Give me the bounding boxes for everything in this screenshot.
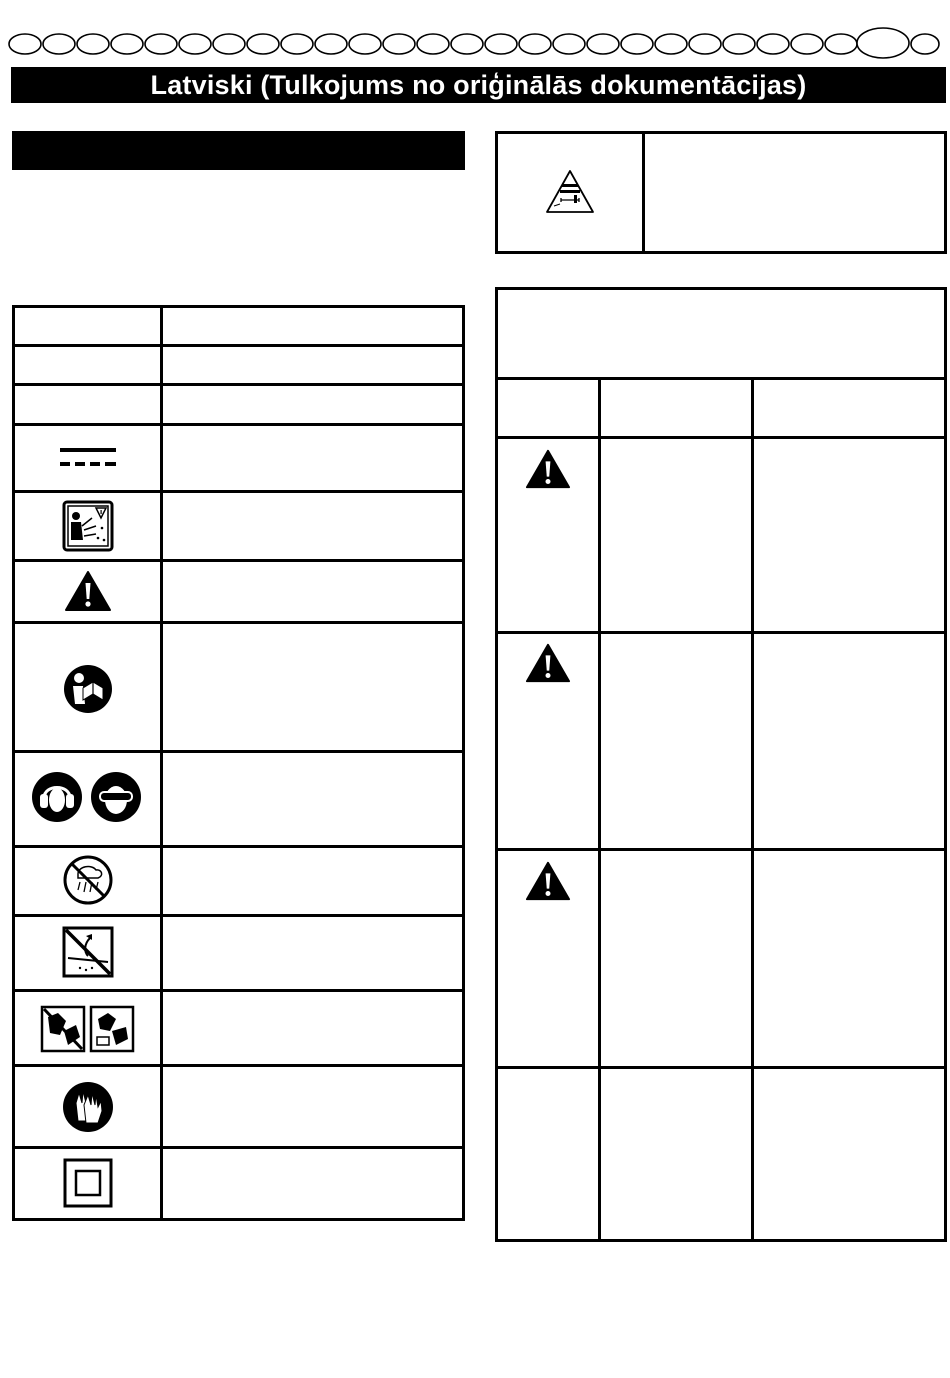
page-tab <box>111 34 143 54</box>
safety-table-row-divider <box>495 848 947 851</box>
page-tab <box>77 34 109 54</box>
symbol-table-row-divider <box>12 1146 465 1149</box>
section-heading-bar <box>12 131 465 170</box>
symbol-table-row-divider <box>12 750 465 753</box>
symbol-table-row-divider <box>12 383 465 386</box>
safety-table-row-divider <box>495 631 947 634</box>
page-tab <box>485 34 517 54</box>
safety-table-caption-divider <box>495 377 947 380</box>
symbol-table-row-divider <box>12 423 465 426</box>
page-tab <box>43 34 75 54</box>
page-tab <box>519 34 551 54</box>
warning-triangle-icon <box>525 642 571 684</box>
safety-table-header-divider <box>495 436 947 439</box>
bystander-distance-warning-icon <box>544 168 596 216</box>
safety-table-column-divider <box>598 377 601 1242</box>
double-insulation-icon <box>63 1158 113 1208</box>
page-tab <box>179 34 211 54</box>
no-rain-icon <box>62 854 114 906</box>
no-blade-contact-icon <box>62 926 114 978</box>
safety-table-column-divider <box>751 377 754 1242</box>
thrown-objects-warning-icon <box>62 500 114 552</box>
read-manual-icon <box>63 664 113 714</box>
ear-and-eye-protection-icon <box>30 770 144 824</box>
warning-triangle-icon <box>525 448 571 490</box>
warning-triangle-icon <box>525 860 571 902</box>
page-tab <box>145 34 177 54</box>
language-header-title: Latviski (Tulkojums no oriģinālās dokumentācijas) <box>150 69 807 100</box>
symbol-table-row-divider <box>12 1064 465 1067</box>
symbol-table-row-divider <box>12 559 465 562</box>
symbol-table-row-divider <box>12 344 465 347</box>
page-tab <box>655 34 687 54</box>
page-tab <box>587 34 619 54</box>
page-tab <box>315 34 347 54</box>
page-tab <box>791 34 823 54</box>
page-tab <box>281 34 313 54</box>
page-tab <box>553 34 585 54</box>
symbol-table-row-divider <box>12 621 465 624</box>
warning-triangle-icon <box>64 570 112 612</box>
dc-current-icon <box>58 444 118 470</box>
page-tab <box>723 34 755 54</box>
language-header-bar <box>11 67 946 103</box>
page-tab <box>349 34 381 54</box>
page-tab <box>757 34 789 54</box>
keep-hands-away-icon <box>40 1005 136 1053</box>
safety-table-row-divider <box>495 1066 947 1069</box>
page-tab <box>451 34 483 54</box>
symbol-table-row-divider <box>12 490 465 493</box>
page-tab <box>417 34 449 54</box>
symbol-table-row-divider <box>12 845 465 848</box>
page-tab <box>689 34 721 54</box>
symbol-table-row-divider <box>12 989 465 992</box>
page-tab <box>9 34 41 54</box>
symbol-table-column-divider <box>160 305 163 1221</box>
page-tab <box>911 34 939 54</box>
symbol-table-row-divider <box>12 914 465 917</box>
bystander-symbol-divider <box>642 131 645 254</box>
wear-gloves-icon <box>62 1081 114 1133</box>
page-tab <box>247 34 279 54</box>
page-tab <box>825 34 857 54</box>
safety-table-border <box>495 287 947 1242</box>
page-tab <box>383 34 415 54</box>
page-tab-ovals <box>8 27 942 61</box>
page-tab <box>621 34 653 54</box>
page-tab-current <box>857 28 909 58</box>
page-tab <box>213 34 245 54</box>
